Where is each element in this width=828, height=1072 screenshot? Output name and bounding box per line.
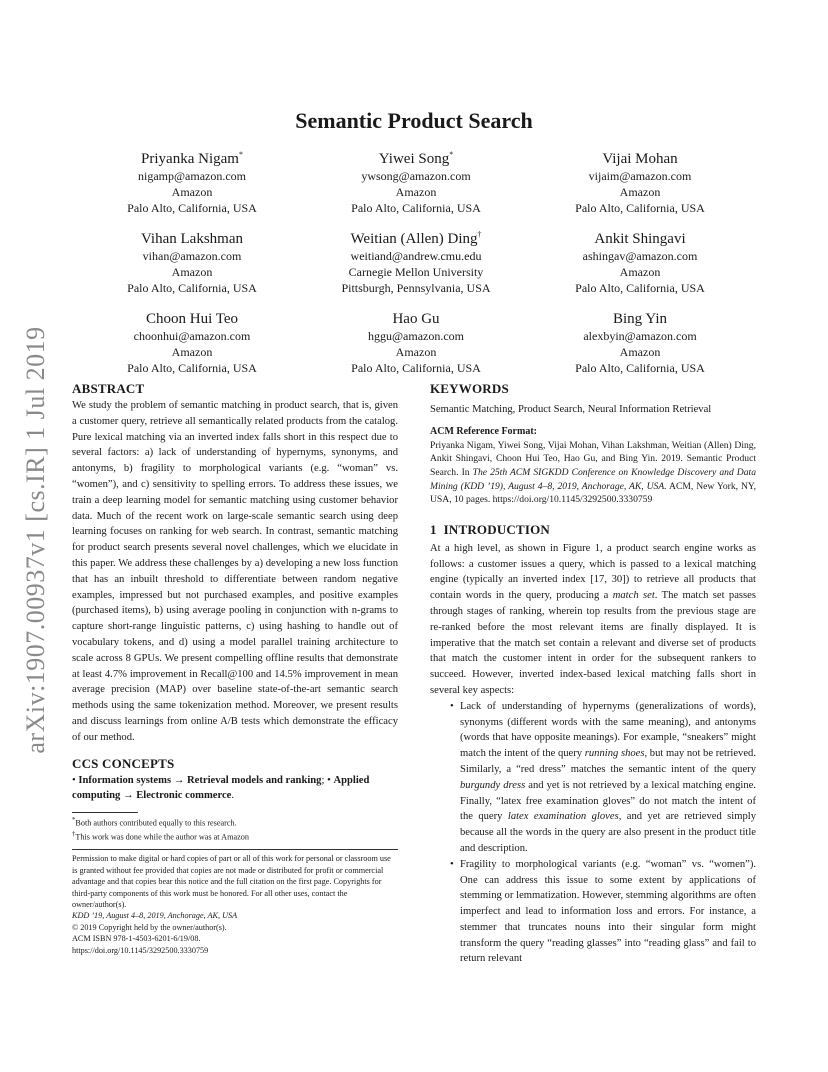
author-location: Pittsburgh, Pennsylvania, USA: [341, 281, 491, 295]
author-card: [80, 226, 304, 306]
author-block: [80, 146, 752, 386]
footnote-amazon: †This work was done while the author was at Amazon: [72, 831, 249, 842]
author-name: Ankit Shingavi: [594, 231, 686, 247]
author-name: Weitian (Allen) Ding†: [350, 230, 482, 247]
footnote-rule: [72, 812, 138, 813]
author-email: nigamp@amazon.com: [137, 169, 247, 183]
permission-text: Permission to make digital or hard copies of part or all of this work for personal or classroom use is granted without fee provided that copies are not made or distributed for profit or commercial advantage and that copies bear this notice and the full citation on the first page. Copyrights for third-party components of this work must be honored. For all other uses, contact the owner/author(s).: [72, 854, 391, 910]
author-location: Palo Alto, California, USA: [351, 201, 481, 215]
bullet-icon: •: [450, 858, 454, 870]
author-name: Choon Hui Teo: [145, 311, 238, 327]
author-name: Priyanka Nigam*: [141, 150, 243, 167]
author-card: [528, 146, 752, 226]
keywords-heading: KEYWORDS: [430, 381, 509, 396]
footnotes: [72, 815, 398, 843]
author-card: [304, 306, 528, 386]
ccs-concepts: • Information systems → Retrieval models and ranking; • Applied computing → Electronic commerce.: [72, 774, 370, 802]
list-item: • Lack of understanding of hypernyms (generalizations of words), synonyms (different words with the same meaning), and antonyms (words that have opposite meanings). For example, “sneakers” might match the intent of the query running shoes, but may not be retrieved. Similarly, a “red dress” matches the semantic intent of the query burgundy dress and yet is not retrieved by a lexical matching engine. Finally, “latex free examination gloves” do not match the intent of the query latex examination gloves, and yet are retrieved simply because all the words in the query are also present in the product title and description.: [450, 700, 756, 854]
acm-ref-text: Priyanka Nigam, Yiwei Song, Vijai Mohan, Vihan Lakshman, Weitian (Allen) Ding, Ankit Shingavi, Choon Hui Teo, Hao Gu, and Bing Yin. 2019. Semantic Product Search. In The 25th ACM SIGKDD Conference on Knowledge Discovery and Data Mining (KDD ’19), August 4–8, 2019, Anchorage, AK, USA. ACM, New York, NY, USA, 10 pages. https://doi.org/10.1145/3292500.3330759: [430, 439, 756, 506]
list-item: • Fragility to morphological variants (e.g. “woman” vs. “women”). One can address this issue to some extent by applications of stemming or lemmatization. However, stemming algorithms are often imperfect and lead to information loss and errors. For instance, a stemmer that truncates nouns into their singular form might transform the query “reading glasses” into “reading glass” and fail to return relevant: [450, 858, 756, 965]
author-name: Hao Gu: [392, 311, 440, 327]
author-email: alexbyin@amazon.com: [583, 329, 697, 343]
author-org: Amazon: [619, 265, 661, 279]
intro-heading: 1 INTRODUCTION: [430, 521, 551, 537]
permission-doi: https://doi.org/10.1145/3292500.3330759: [72, 945, 209, 955]
author-location: Palo Alto, California, USA: [127, 361, 257, 375]
paper-title: Semantic Product Search: [295, 108, 533, 133]
author-row: [80, 306, 752, 386]
intro-bullet-list: [430, 699, 756, 968]
ccs-heading: CCS CONCEPTS: [72, 755, 175, 771]
author-org: Amazon: [619, 185, 661, 199]
author-org: Amazon: [619, 345, 661, 359]
author-row: [80, 146, 752, 226]
author-card: [80, 146, 304, 226]
author-org: Carnegie Mellon University: [348, 265, 484, 279]
author-email: vijaim@amazon.com: [588, 169, 692, 183]
author-card: [528, 226, 752, 306]
bullet-icon: •: [450, 700, 454, 712]
author-org: Amazon: [395, 345, 437, 359]
author-row: [80, 226, 752, 306]
footnote-equal-contribution: *Both authors contributed equally to this research.: [72, 817, 237, 828]
author-name: Yiwei Song*: [378, 150, 454, 167]
author-location: Palo Alto, California, USA: [127, 201, 257, 215]
author-name: Vihan Lakshman: [141, 231, 243, 247]
author-email: ashingav@amazon.com: [582, 249, 698, 263]
permission-copyright: © 2019 Copyright held by the owner/author(s).: [72, 922, 227, 932]
right-column: [430, 380, 756, 967]
intro-paragraph: At a high level, as shown in Figure 1, a product search engine works as follows: a customer issues a query, which is passed to a lexical matching engine (typically an inverted index [17, 30]) to retrieve all products that contain words in the query, producing a match set. The match set passes through stages of ranking, wherein top results from the previous stage are re-ranked before the most relevant items are finally displayed. It is imperative that the match set contain a relevant and diverse set of products that match the customer intent in order for the subsequent rankers to succeed. However, inverted index-based lexical matching falls short in several key aspects:: [430, 542, 756, 696]
author-email: vihan@amazon.com: [142, 249, 242, 263]
author-location: Palo Alto, California, USA: [575, 281, 705, 295]
author-name: Bing Yin: [612, 311, 668, 327]
author-location: Palo Alto, California, USA: [575, 361, 705, 375]
author-name: Vijai Mohan: [602, 151, 678, 167]
author-email: ywsong@amazon.com: [361, 169, 471, 183]
author-org: Amazon: [171, 185, 213, 199]
author-org: Amazon: [171, 265, 213, 279]
author-org: Amazon: [395, 185, 437, 199]
author-email: hggu@amazon.com: [367, 329, 465, 343]
author-location: Palo Alto, California, USA: [351, 361, 481, 375]
author-card: [304, 146, 528, 226]
permission-rule: [72, 849, 398, 850]
permission-block: [72, 853, 398, 956]
author-card: [304, 226, 528, 306]
author-location: Palo Alto, California, USA: [575, 201, 705, 215]
author-email: choonhui@amazon.com: [133, 329, 251, 343]
abstract-heading: ABSTRACT: [72, 381, 145, 396]
arxiv-side-stamp: arXiv:1907.00937v1 [cs.IR] 1 Jul 2019: [21, 326, 50, 754]
author-card: [80, 306, 304, 386]
left-column: [72, 380, 398, 956]
author-card: [528, 306, 752, 386]
author-org: Amazon: [171, 345, 213, 359]
author-location: Palo Alto, California, USA: [127, 281, 257, 295]
abstract-text: We study the problem of semantic matching in product search, that is, given a customer query, retrieve all semantically related products from the catalog. Pure lexical matching via an inverted index falls short in this respect due to several factors: a) lack of understanding of hypernyms, synonyms, and antonyms, b) fragility to morphological variants (e.g. “woman” vs. “women”), and c) sensitivity to spelling errors. To address these issues, we train a deep learning model for semantic matching using customer behavior data. Much of the recent work on large-scale semantic search using deep learning focuses on ranking for web search. In contrast, semantic matching for product search presents several novel challenges, which we elucidate in this paper. We address these challenges by a) developing a new loss function that has an inbuilt threshold to differentiate between random negative examples, impressed but not purchased examples, and positive examples (purchased items), b) using average pooling in conjunction with n-grams to capture short-range linguistic patterns, c) using hashing to handle out of vocabulary tokens, and d) using a model parallel training architecture to scale across 8 GPUs. We present compelling offline results that demonstrate at least 4.7% improvement in Recall@100 and 14.5% improvement in mean average precision (MAP) over baseline state-of-the-art semantic search methods using the same tokenization method. Moreover, we present results and discuss learnings from online A/B tests which demonstrate the efficacy of our method.: [72, 400, 398, 743]
permission-venue: KDD ’19, August 4–8, 2019, Anchorage, AK, USA: [72, 911, 238, 921]
keywords-text: Semantic Matching, Product Search, Neural Information Retrieval: [430, 404, 712, 415]
acm-ref-heading: ACM Reference Format:: [430, 425, 537, 437]
author-email: weitiand@andrew.cmu.edu: [350, 249, 482, 263]
permission-isbn: ACM ISBN 978-1-4503-6201-6/19/08.: [72, 934, 201, 944]
